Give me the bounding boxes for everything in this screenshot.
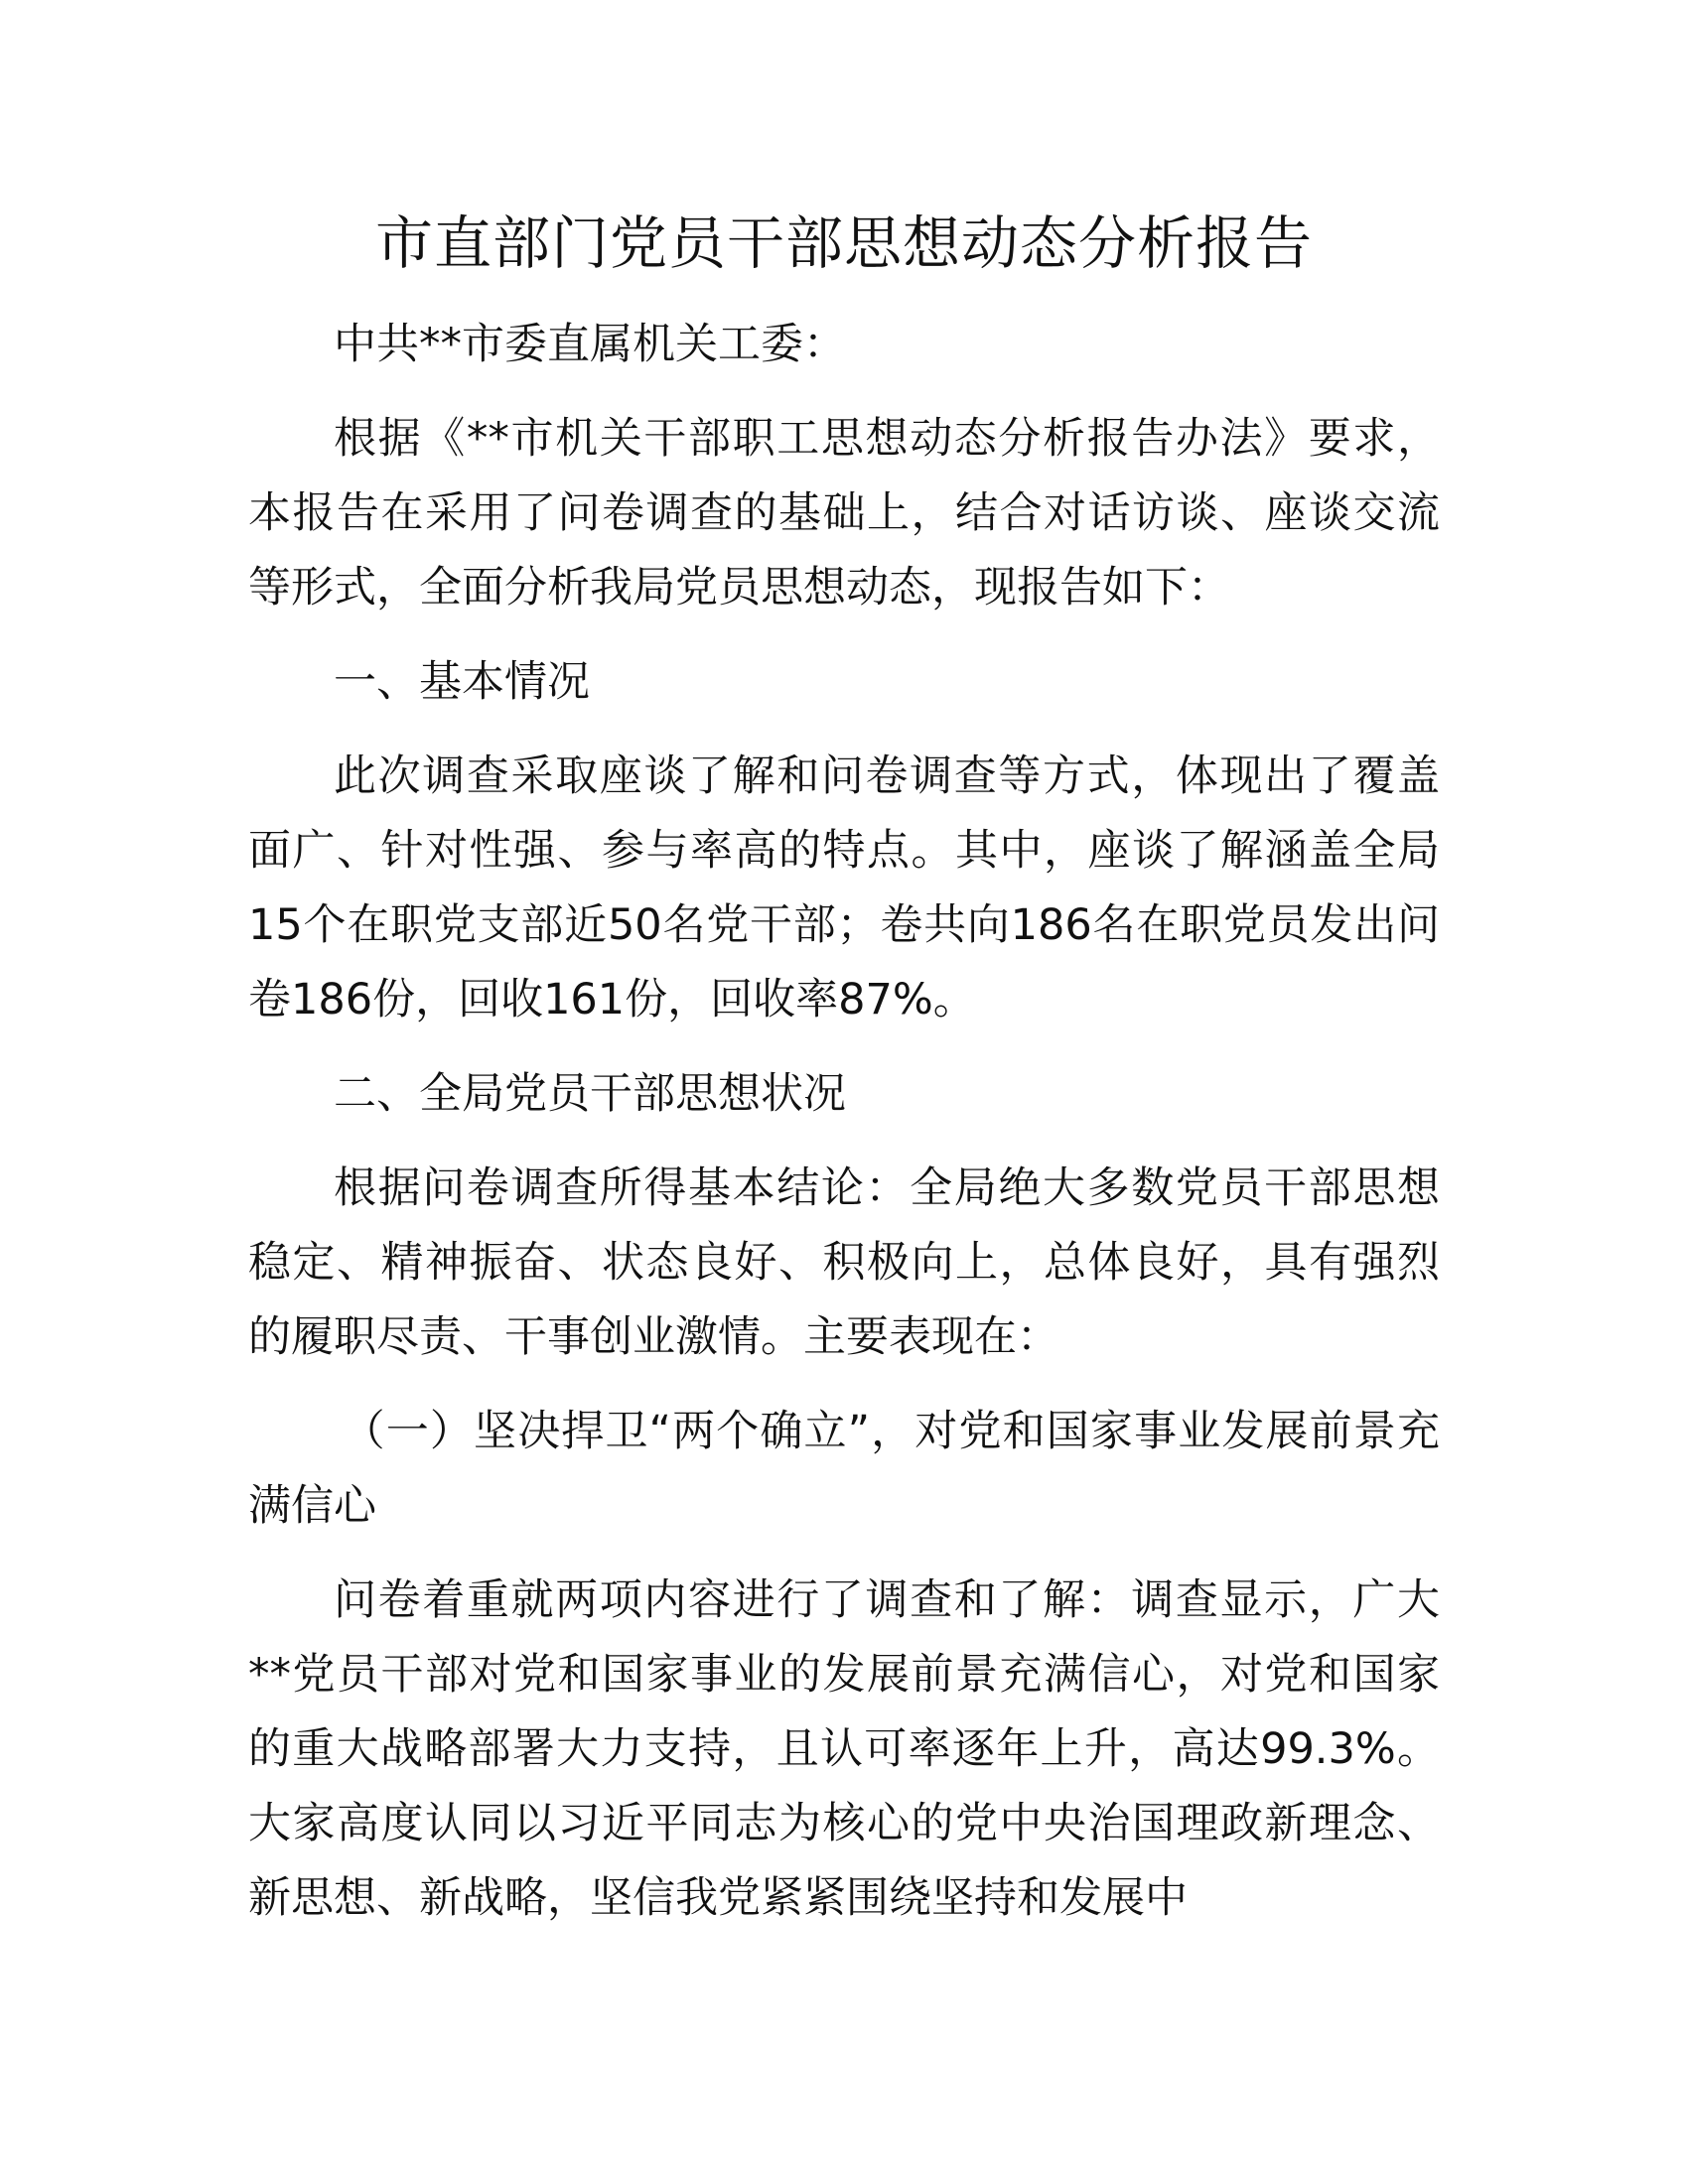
section-heading-thought-status: 二、全局党员干部思想状况 [334, 1069, 846, 1119]
basic-situation-paragraph: 此次调查采取座谈了解和问卷调查等方式，体现出了覆盖面广、针对性强、参与率高的特点。其中，座谈了解涵盖全局15个在职党支部近50名党干部；卷共向186名在职党员发出问卷186份，回收161份，回收率87%。 [248, 751, 1440, 1024]
survey-paragraph: 问卷着重就两项内容进行了调查和了解：调查显示，广大**党员干部对党和国家事业的发展前景充满信心，对党和国家的重大战略部署大力支持，且认可率逐年上升，高达99.3%。大家高度认同以习近平同志为核心的党中央治国理政新理念、新思想、新战略，坚信我党紧紧围绕坚持和发展中 [248, 1575, 1440, 1923]
subsection-heading-one: （一）坚决捍卫“两个确立”，对党和国家事业发展前景充满信心 [248, 1407, 1440, 1531]
salutation: 中共**市委直属机关工委： [334, 320, 846, 369]
thought-status-paragraph: 根据问卷调查所得基本结论：全局绝大多数党员干部思想稳定、精神振奋、状态良好、积极向上，总体良好，具有强烈的履职尽责、干事创业激情。主要表现在： [248, 1163, 1440, 1362]
intro-paragraph: 根据《**市机关干部职工思想动态分析报告办法》要求，本报告在采用了问卷调查的基础上，结合对话访谈、座谈交流等形式，全面分析我局党员思想动态，现报告如下： [248, 414, 1440, 613]
document-title: 市直部门党员干部思想动态分析报告 [374, 209, 1313, 277]
document-body [248, 308, 1440, 1956]
section-heading-basic-situation: 一、基本情况 [334, 657, 590, 707]
